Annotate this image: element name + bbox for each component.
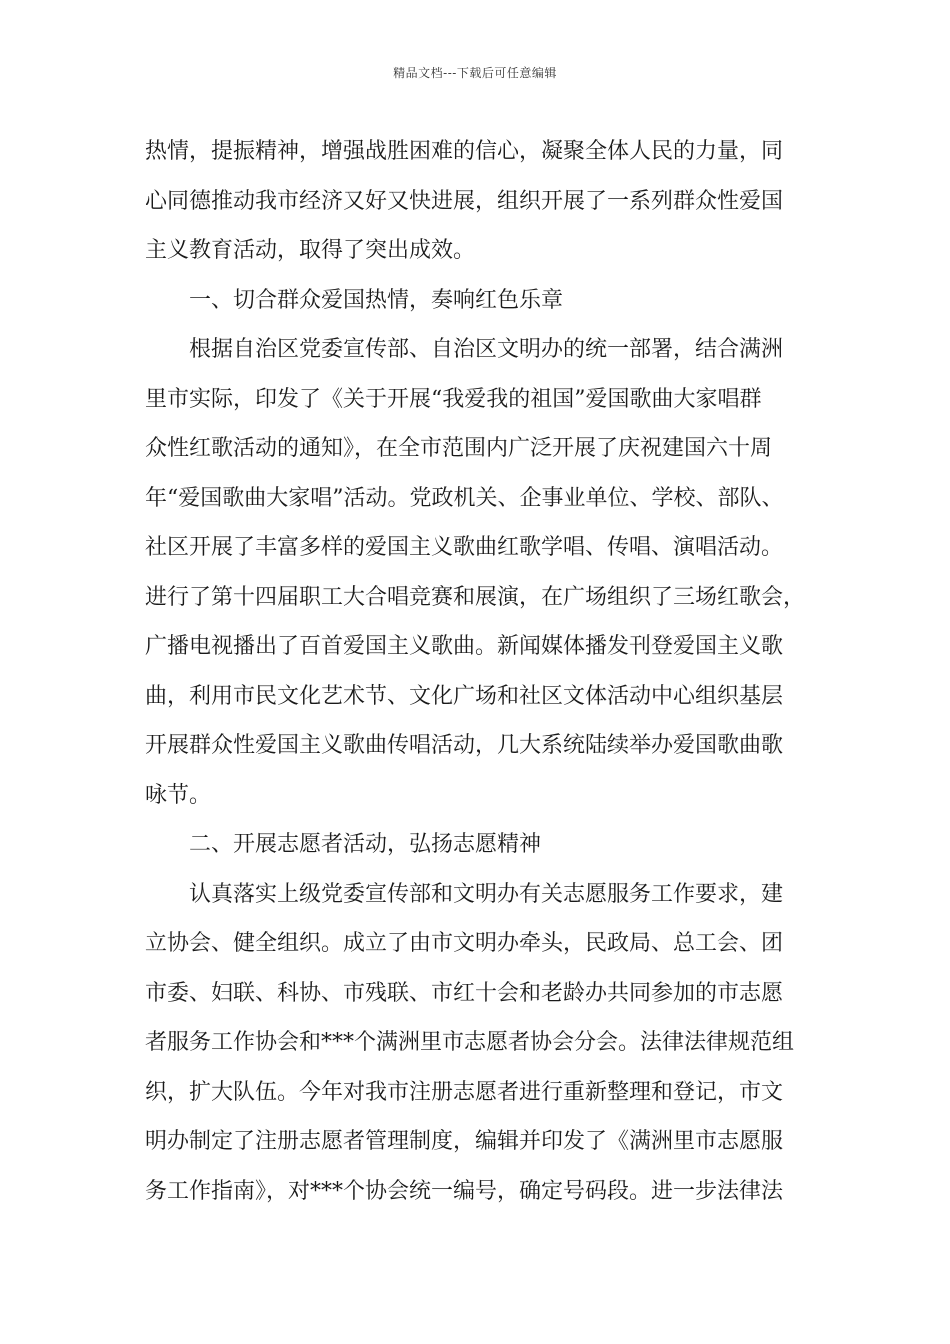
text-line: 年“爱国歌曲大家唱”活动。党政机关、企事业单位、学校、部队、 (145, 485, 784, 511)
text-line: 织，扩大队伍。今年对我市注册志愿者进行重新整理和登记，市文 (145, 1079, 784, 1105)
section-heading-2: 二、开展志愿者活动，弘扬志愿精神 (189, 832, 542, 857)
text-line: 认真落实上级党委宣传部和文明办有关志愿服务工作要求，建 (189, 881, 784, 907)
text-line: 务工作指南》，对***个协会统一编号，确定号码段。进一步法律法 (145, 1178, 784, 1204)
text-line: 里市实际，印发了《关于开展“我爱我的祖国”爱国歌曲大家唱群 (145, 386, 762, 412)
text-line: 市委、妇联、科协、市残联、市红十会和老龄办共同参加的市志愿 (145, 980, 784, 1006)
document-body (145, 127, 825, 1216)
text-line: 明办制定了注册志愿者管理制度，编辑并印发了《满洲里市志愿服 (145, 1129, 784, 1154)
text-line: 曲，利用市民文化艺术节、文化广场和社区文体活动中心组织基层 (145, 683, 784, 709)
section-heading-1: 一、切合群众爱国热情，奏响红色乐章 (189, 287, 564, 313)
text-line: 咏节。 (145, 782, 212, 808)
text-line: 社区开展了丰富多样的爱国主义歌曲红歌学唱、传唱、演唱活动。 (145, 535, 784, 560)
text-line: 根据自治区党委宣传部、自治区文明办的统一部署，结合满洲 (189, 337, 784, 362)
text-line: 开展群众性爱国主义歌曲传唱活动，几大系统陆续举办爱国歌曲歌 (145, 733, 784, 758)
page-header: 精品文档---下载后可任意编辑 (393, 66, 557, 80)
text-line: 者服务工作协会和***个满洲里市志愿者协会分会。法律法律规范组 (145, 1030, 795, 1055)
text-line: 心同德推动我市经济又好又快进展，组织开展了一系列群众性爱国 (145, 188, 784, 214)
text-line: 立协会、健全组织。成立了由市文明办牵头，民政局、总工会、团 (145, 931, 784, 956)
text-line: 主义教育活动，取得了突出成效。 (145, 238, 476, 263)
text-line: 进行了第十四届职工大合唱竞赛和展演，在广场组织了三场红歌会， (145, 584, 806, 610)
text-line: 众性红歌活动的通知》，在全市范围内广泛开展了庆祝建国六十周 (145, 436, 773, 461)
text-line: 热情，提振精神，增强战胜困难的信心，凝聚全体人民的力量，同 (145, 139, 784, 164)
text-line: 广播电视播出了百首爱国主义歌曲。新闻媒体播发刊登爱国主义歌 (145, 634, 784, 659)
